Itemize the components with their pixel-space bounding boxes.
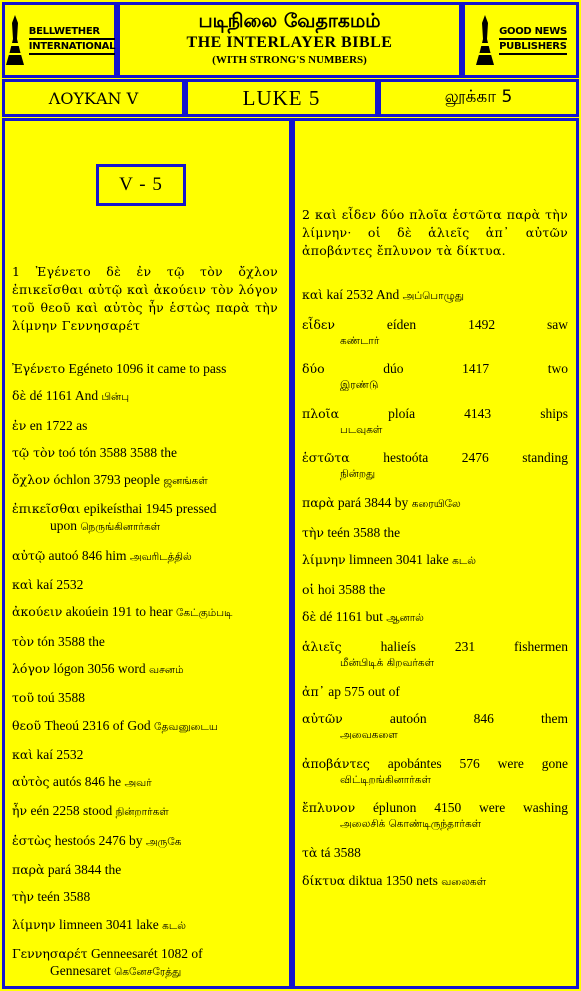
gloss-token: them <box>540 711 568 727</box>
translit-strongs-gloss: pará 3844 the <box>47 862 122 878</box>
word-entry <box>302 844 568 861</box>
gloss-token: eíden <box>386 316 417 332</box>
gloss-token: autoón <box>389 711 427 727</box>
translit-strongs-gloss: Theoú 2316 of God <box>44 717 151 733</box>
left-word-list <box>12 360 278 981</box>
tamil-gloss: கண்டார் <box>340 334 380 347</box>
gloss-token: 4143 <box>464 405 492 421</box>
word-entry <box>12 689 278 706</box>
word-entry <box>302 551 568 570</box>
chapter-tamil-box <box>378 79 579 117</box>
greek-word: πλοῖα <box>302 405 340 421</box>
tamil-gloss: நின்றார்கள் <box>115 806 169 819</box>
gloss-token: ploía <box>388 405 416 421</box>
logo-right-line1: GOOD NEWS <box>499 25 567 40</box>
chapter-greek-box <box>2 79 185 117</box>
verse-2-text: 2 καὶ εἶδεν δύο πλοῖα ἑστῶτα παρὰ τὴν λίμνην· οἱ δὲ ἁλιεῖς ἀπ᾽ αὐτῶν ἀποβάντες ἔπλυνον τὰ δίκτυα. <box>302 207 568 258</box>
greek-word: τὴν <box>12 889 35 905</box>
translit-strongs-gloss: ap 575 out of <box>328 683 400 699</box>
greek-word: οἱ <box>302 581 315 597</box>
logo-box-right <box>462 2 579 78</box>
greek-word: δὲ <box>12 388 27 404</box>
word-entry <box>12 471 278 490</box>
greek-word: τοῦ <box>12 690 35 706</box>
tamil-gloss: அலைசிக் கொண்டிருந்தார்கள் <box>340 818 482 831</box>
gloss-continuation <box>12 517 278 536</box>
translit-strongs-gloss: Egéneto 1096 it came to pass <box>68 361 227 376</box>
gloss-continuation <box>12 962 278 981</box>
word-entry <box>302 449 568 483</box>
greek-word: καὶ <box>302 287 324 302</box>
gloss-token: 4150 <box>434 800 462 816</box>
greek-word: αὐτῷ <box>12 547 46 563</box>
translit-strongs-gloss: limneen 3041 lake <box>349 552 449 568</box>
gloss-token: halieís <box>380 638 416 654</box>
tamil-gloss: படவுகள் <box>340 423 383 436</box>
word-entry <box>12 832 278 851</box>
word-entry <box>12 888 278 905</box>
translit-strongs-gloss: autós 846 he <box>52 774 122 790</box>
chapter-tamil: லூக்கா 5 <box>444 87 513 107</box>
greek-word: λίμνην <box>302 552 346 568</box>
word-entry <box>302 638 568 672</box>
greek-word: εἶδεν <box>302 316 335 332</box>
translit-strongs-gloss: en 1722 as <box>29 417 88 433</box>
translit-strongs-gloss: kaí 2532 <box>36 577 84 593</box>
chapter-greek: ΛΟΥΚΑΝ V <box>48 88 139 108</box>
greek-word: ἀπ᾽ <box>302 683 325 699</box>
word-entry <box>12 500 278 536</box>
greek-word: δὲ <box>302 609 317 625</box>
word-entry <box>12 360 278 377</box>
greek-word: τὰ <box>302 844 318 860</box>
word-entry <box>302 405 568 439</box>
gloss-token: fishermen <box>514 638 568 654</box>
word-entry <box>12 603 278 622</box>
word-entry <box>302 316 568 350</box>
greek-word: ἦν <box>12 803 28 819</box>
translit-strongs-gloss: dé 1161 but <box>319 609 383 625</box>
section-tag: V - 5 <box>96 164 186 206</box>
good-news-logo-icon <box>474 13 496 67</box>
greek-word: τῷ τὸν <box>12 444 56 460</box>
translit-strongs-gloss: dé 1161 And <box>29 388 99 404</box>
greek-word: ὄχλον <box>12 472 51 488</box>
translit-strongs-gloss: toó tón 3588 3588 the <box>58 444 177 460</box>
translit-strongs-gloss: diktua 1350 nets <box>348 872 438 888</box>
greek-word: ἁλιεῖς <box>302 638 342 654</box>
translit-strongs-gloss: tá 3588 <box>320 844 361 860</box>
bellwether-logo-text <box>29 25 115 55</box>
translit-strongs-gloss: óchlon 3793 people <box>53 472 161 488</box>
tamil-gloss: பின்பு <box>101 391 130 404</box>
greek-word: δίκτυα <box>302 872 346 888</box>
word-entry <box>12 773 278 792</box>
tamil-gloss: நின்றது <box>340 468 376 481</box>
gloss-token: 576 <box>459 755 480 771</box>
gloss-continuation-text: Gennesaret <box>50 962 111 978</box>
logo-left-line2: INTERNATIONAL <box>29 40 115 55</box>
gloss-token: dúo <box>383 361 404 377</box>
greek-word: λόγον <box>12 660 51 676</box>
greek-word: παρὰ <box>12 862 45 878</box>
gloss-token: 231 <box>454 638 476 654</box>
greek-word: ἀκούειν <box>12 604 63 620</box>
tamil-gloss: அப்பொழுது <box>402 290 464 302</box>
greek-word: λίμνην <box>12 916 56 932</box>
word-entry <box>12 547 278 566</box>
greek-word: καὶ <box>12 746 34 762</box>
gloss-token: gone <box>541 755 568 771</box>
greek-word: Ἐγένετο <box>12 361 66 376</box>
gloss-token: hestoóta <box>383 450 429 466</box>
translit-strongs-gloss: teén 3588 <box>37 889 91 905</box>
translit-strongs-gloss: pará 3844 by <box>337 494 409 510</box>
word-entry <box>302 581 568 598</box>
verse-1-text: 1 Ἐγένετο δὲ ἐν τῷ τὸν ὄχλον ἐπικεῖσθαι αὐτῷ καὶ ἀκούειν τὸν λόγον τοῦ θεοῦ καὶ αὐτὸς ἦν ἑστὼς παρὰ τὴν λίμνην Γεννησαρέτ <box>12 264 278 333</box>
word-entry <box>302 608 568 627</box>
logo-left-line1: BELLWETHER <box>29 25 115 40</box>
chapter-english: LUKE 5 <box>242 85 321 110</box>
greek-word: αὐτῶν <box>302 711 343 727</box>
translit-strongs-gloss: toú 3588 <box>37 690 86 706</box>
word-entry <box>12 387 278 406</box>
word-entry <box>12 576 278 593</box>
word-entry <box>12 717 278 736</box>
greek-word: ἐν <box>12 417 27 433</box>
translit-strongs-gloss: tón 3588 the <box>37 633 105 649</box>
good-news-logo-text <box>499 25 567 55</box>
word-entry <box>302 524 568 541</box>
greek-word: ἐπικεῖσθαι <box>12 501 81 517</box>
title-box <box>117 2 462 78</box>
tamil-gloss: அவரிடத்தில் <box>129 550 192 563</box>
tamil-gloss: தேவனுடைய <box>154 720 218 733</box>
greek-word: καὶ <box>12 577 34 593</box>
logo-right-line2: PUBLISHERS <box>499 40 567 55</box>
tamil-gloss: ஆனால் <box>386 612 424 625</box>
translit-strongs-gloss: lógon 3056 word <box>53 660 146 676</box>
word-entry <box>302 286 568 305</box>
word-entry <box>302 872 568 891</box>
gloss-token: ships <box>540 405 568 421</box>
tamil-gloss: இரண்டு <box>340 379 379 392</box>
greek-word: τὸν <box>12 633 35 649</box>
translit-strongs-gloss: autoó 846 him <box>48 547 127 563</box>
title-subtitle: (WITH STRONG'S NUMBERS) <box>212 54 367 66</box>
gloss-token: 846 <box>473 711 494 727</box>
tamil-gloss: அருகே <box>145 835 182 848</box>
bellwether-logo-icon <box>4 13 26 67</box>
word-entry <box>302 360 568 394</box>
gloss-token: apobántes <box>387 755 442 771</box>
greek-word: τὴν <box>302 524 325 540</box>
tamil-gloss: ஜனங்கள் <box>163 475 208 488</box>
left-column-content <box>12 263 278 991</box>
gloss-token: were <box>478 800 506 816</box>
gloss-token: washing <box>522 800 568 816</box>
tamil-gloss: நெருங்கினார்கள் <box>80 521 161 534</box>
translit-strongs-gloss: teén 3588 the <box>327 524 401 540</box>
word-entry <box>12 633 278 650</box>
word-entry <box>302 683 568 700</box>
word-entry <box>12 660 278 679</box>
translit-strongs-gloss: limneen 3041 lake <box>59 916 159 932</box>
translit-strongs-gloss: epikeísthai 1945 pressed <box>83 501 217 517</box>
word-entry <box>12 444 278 461</box>
gloss-token: 1492 <box>468 316 496 332</box>
gloss-token: standing <box>522 450 568 466</box>
greek-word: θεοῦ <box>12 717 42 733</box>
tamil-gloss: கடல் <box>162 919 186 932</box>
word-entry <box>12 916 278 935</box>
tamil-gloss: கேட்கும்படி <box>175 607 233 620</box>
gloss-token: saw <box>547 316 568 332</box>
tamil-gloss: வலைகள் <box>441 875 487 888</box>
greek-word: αὐτὸς <box>12 774 50 790</box>
tamil-gloss: கரையிலே <box>411 497 461 510</box>
tamil-gloss: கெனேசரேத்து <box>114 965 182 978</box>
tamil-gloss: கடல் <box>452 555 476 568</box>
translit-strongs-gloss: hestoós 2476 by <box>54 832 143 848</box>
logo-box-left <box>2 2 117 78</box>
gloss-token: 2476 <box>461 450 489 466</box>
title-english: THE INTERLAYER BIBLE <box>186 34 393 51</box>
chapter-english-box <box>185 79 378 117</box>
translit-strongs-gloss: eén 2258 stood <box>30 803 113 819</box>
word-entry <box>12 861 278 878</box>
greek-word: Γεννησαρέτ <box>12 945 88 961</box>
greek-word: ἑστὼς <box>12 832 52 848</box>
tamil-gloss: விட்டிறங்கினார்கள் <box>340 773 431 786</box>
gloss-token: two <box>547 361 568 377</box>
gloss-token: éplunon <box>372 800 417 816</box>
translit-strongs-gloss: hoi 3588 the <box>317 581 386 597</box>
translit-strongs-gloss: kaí 2532 And <box>326 287 400 302</box>
greek-word: δύο <box>302 361 325 377</box>
translit-strongs-gloss: Genneesarét 1082 of <box>90 945 203 961</box>
gloss-token: 1417 <box>462 361 490 377</box>
title-tamil: படிநிலை வேதாகமம் <box>198 10 381 32</box>
tamil-gloss: மீன்பிடிக் கிறவர்கள் <box>340 656 435 669</box>
word-entry <box>12 746 278 763</box>
greek-word: ἔπλυνον <box>302 800 356 816</box>
word-entry <box>12 945 278 981</box>
word-entry <box>302 799 568 833</box>
tamil-gloss: வசனம் <box>149 663 184 676</box>
gloss-token: were <box>497 755 524 771</box>
translit-strongs-gloss: akoúein 191 to hear <box>65 604 173 620</box>
tamil-gloss: அவைகளை <box>340 729 398 742</box>
word-entry <box>12 417 278 434</box>
tamil-gloss: அவர் <box>124 777 152 790</box>
greek-word: ἑστῶτα <box>302 450 350 466</box>
word-entry <box>12 802 278 821</box>
word-entry <box>302 710 568 744</box>
right-word-list <box>302 286 568 891</box>
right-column-content <box>302 206 568 901</box>
greek-word: ἀποβάντες <box>302 755 370 771</box>
translit-strongs-gloss: kaí 2532 <box>36 746 84 762</box>
greek-word: παρὰ <box>302 494 335 510</box>
word-entry <box>302 755 568 789</box>
gloss-continuation-text: upon <box>50 518 77 534</box>
word-entry <box>302 494 568 513</box>
